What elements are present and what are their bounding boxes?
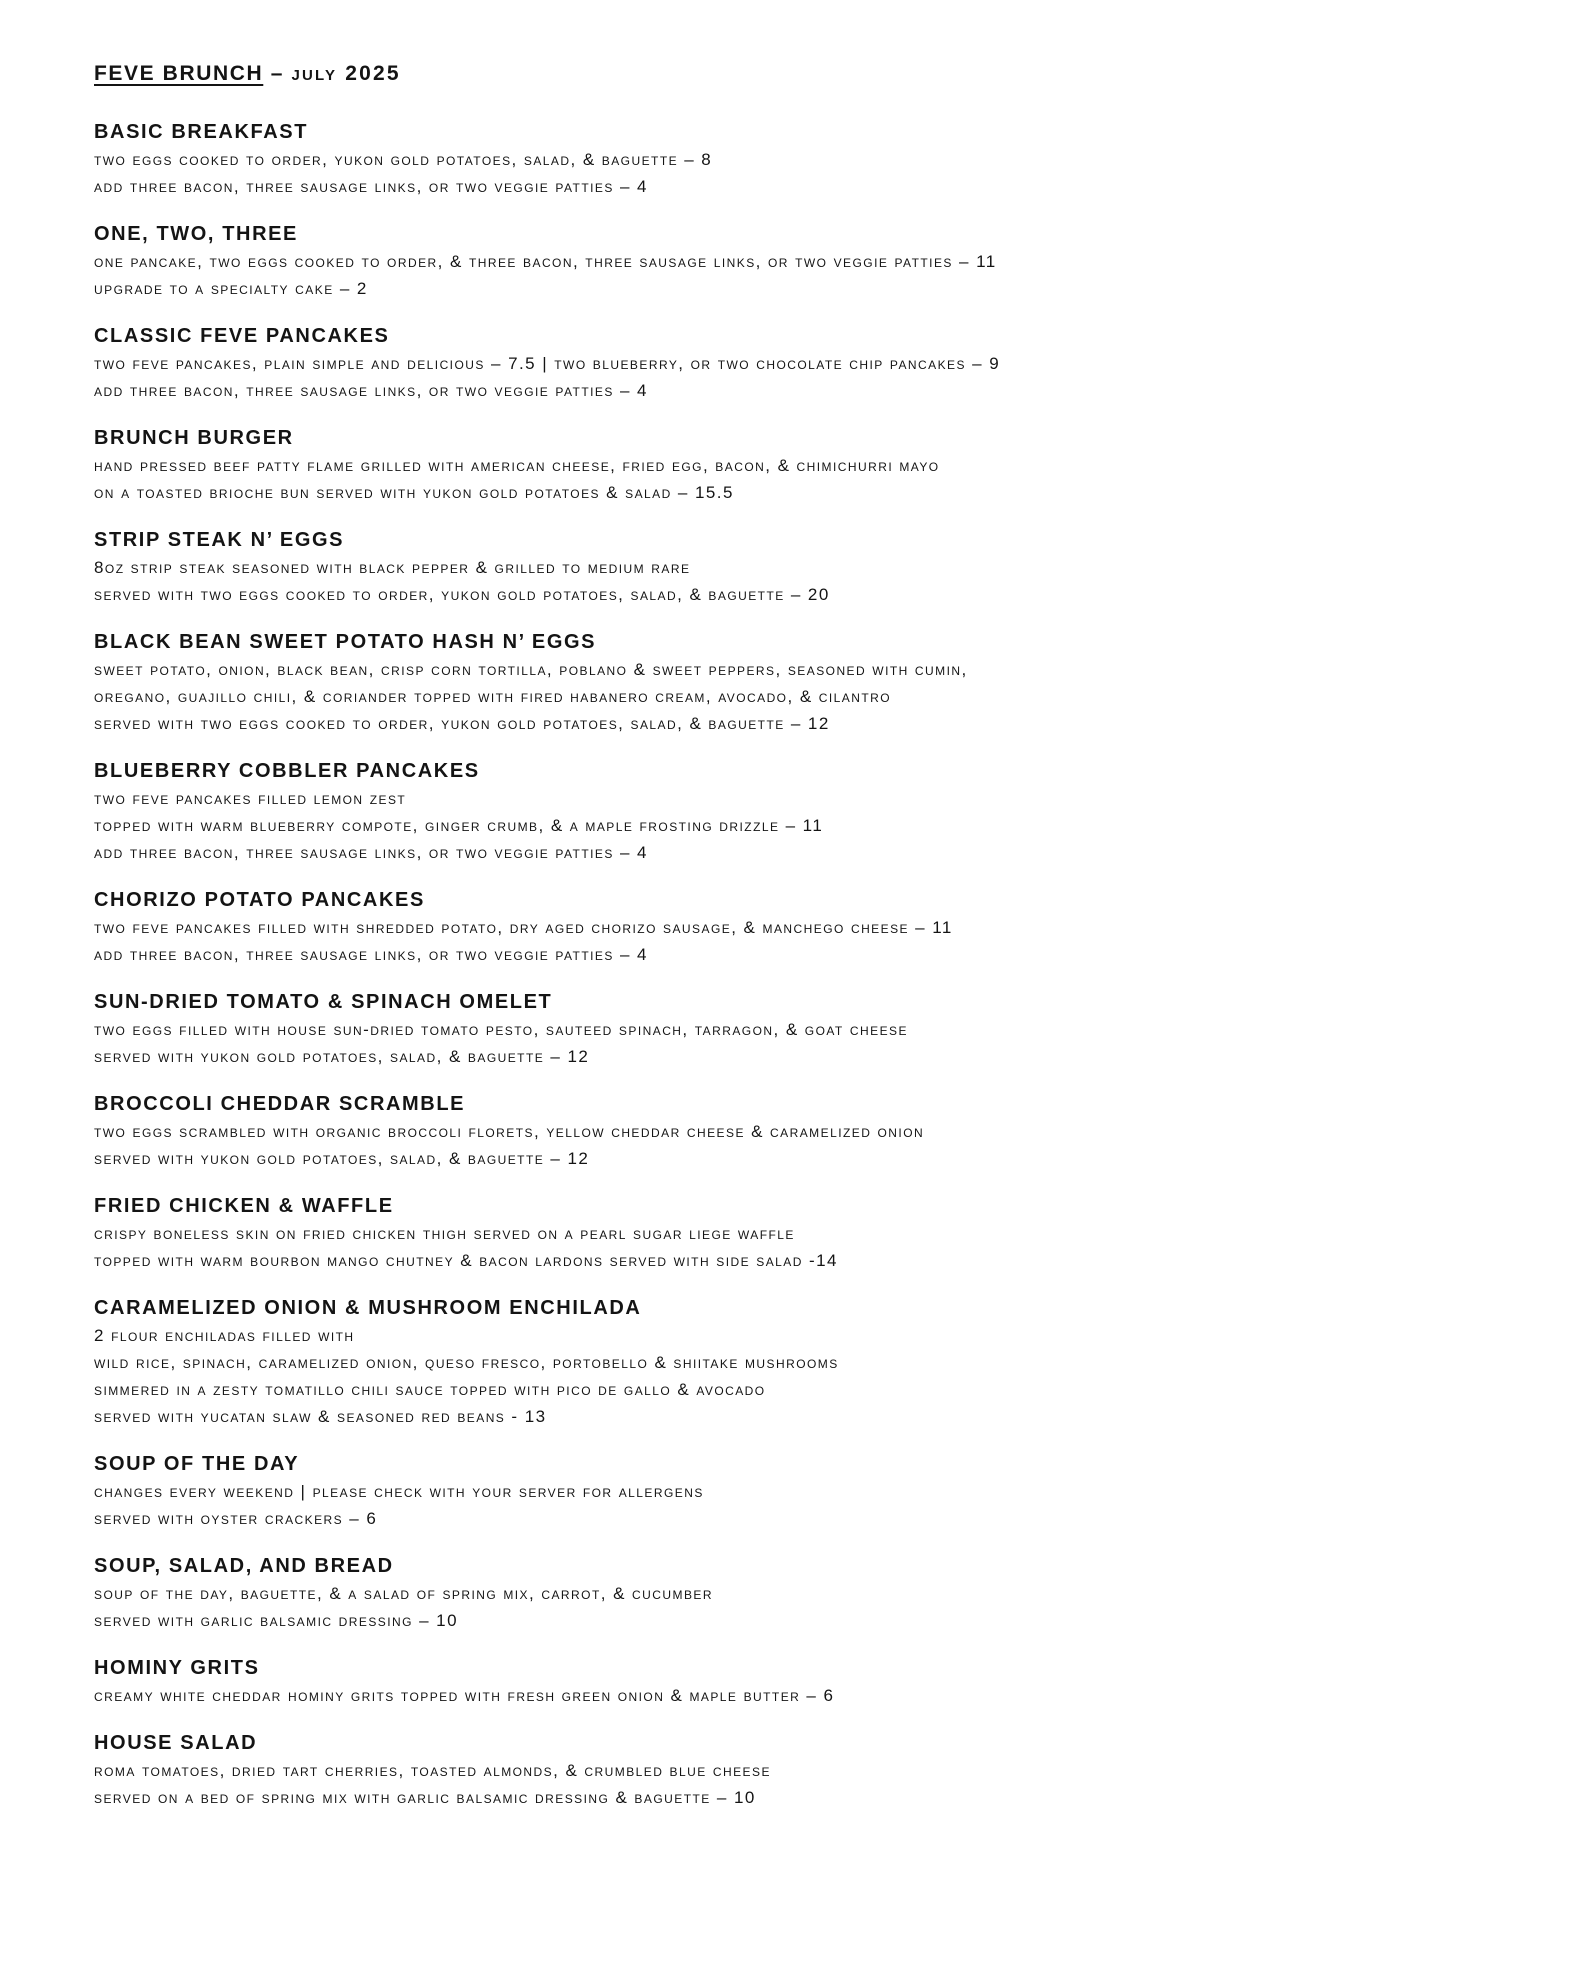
menu-item-description: roma tomatoes, dried tart cherries, toasted almonds, & crumbled blue cheese: [94, 1761, 771, 1780]
menu-item: [94, 118, 1554, 200]
menu-item-title: BLACK BEAN SWEET POTATO HASH N’ EGGS: [94, 631, 597, 653]
menu-item-title: CARAMELIZED ONION & MUSHROOM ENCHILADA: [94, 1297, 642, 1319]
menu-item-description: simmered in a zesty tomatillo chili sauce topped with pico de gallo & avocado: [94, 1380, 766, 1399]
menu-item: [94, 220, 1554, 302]
menu-item-title: BRUNCH BURGER: [94, 427, 294, 449]
menu-item: [94, 757, 1554, 866]
menu-item-description: served with oyster crackers – 6: [94, 1509, 378, 1528]
menu-item-description: two feve pancakes filled with shredded potato, dry aged chorizo sausage, & manchego cheese – 11: [94, 918, 953, 937]
menu-item-description: served with two eggs cooked to order, yukon gold potatoes, salad, & baguette – 12: [94, 714, 830, 733]
menu-items: [94, 118, 1554, 1811]
menu-date: july 2025: [291, 62, 401, 85]
menu-item-description: on a toasted brioche bun served with yukon gold potatoes & salad – 15.5: [94, 483, 734, 502]
menu-item-description: soup of the day, baguette, & a salad of spring mix, carrot, & cucumber: [94, 1584, 713, 1603]
menu-item-description: served with two eggs cooked to order, yukon gold potatoes, salad, & baguette – 20: [94, 585, 830, 604]
menu-item-title: ONE, TWO, THREE: [94, 223, 298, 245]
menu-item-description: upgrade to a specialty cake – 2: [94, 279, 368, 298]
menu-item-title: CLASSIC FEVE PANCAKES: [94, 325, 390, 347]
menu-item-description: add three bacon, three sausage links, or two veggie patties – 4: [94, 381, 648, 400]
menu-item-description: sweet potato, onion, black bean, crisp corn tortilla, poblano & sweet peppers, seasoned with cumin,: [94, 660, 968, 679]
menu-item: [94, 886, 1554, 968]
menu-item-title: STRIP STEAK N’ EGGS: [94, 529, 345, 551]
menu-item-title: SOUP OF THE DAY: [94, 1453, 300, 1475]
menu-item: [94, 628, 1554, 737]
menu-item-description: two eggs scrambled with organic broccoli florets, yellow cheddar cheese & caramelized onion: [94, 1122, 925, 1141]
menu-item-description: topped with warm blueberry compote, ginger crumb, & a maple frosting drizzle – 11: [94, 816, 824, 835]
menu-item-description: oregano, guajillo chili, & coriander topped with fired habanero cream, avocado, & cilantro: [94, 687, 892, 706]
menu-item: [94, 1450, 1554, 1532]
menu-item-title: BASIC BREAKFAST: [94, 121, 309, 143]
menu-item-description: wild rice, spinach, caramelized onion, queso fresco, portobello & shiitake mushrooms: [94, 1353, 839, 1372]
menu-item-description: served with garlic balsamic dressing – 10: [94, 1611, 458, 1630]
menu-item: [94, 1090, 1554, 1172]
menu-item: [94, 1294, 1554, 1430]
menu-item-title: HOMINY GRITS: [94, 1657, 260, 1679]
menu-item-description: two eggs filled with house sun-dried tomato pesto, sauteed spinach, tarragon, & goat cheese: [94, 1020, 908, 1039]
menu-item-description: changes every weekend | please check with your server for allergens: [94, 1482, 704, 1501]
menu-item: [94, 1654, 1554, 1709]
menu-title: FEVE BRUNCH: [94, 62, 264, 85]
menu-item-description: 2 flour enchiladas filled with: [94, 1326, 355, 1345]
menu-item: [94, 988, 1554, 1070]
menu-item: [94, 1729, 1554, 1811]
menu-item: [94, 1552, 1554, 1634]
menu-item-description: add three bacon, three sausage links, or two veggie patties – 4: [94, 843, 648, 862]
menu-item: [94, 424, 1554, 506]
menu-item-description: two feve pancakes filled lemon zest: [94, 789, 407, 808]
menu-header: [94, 60, 1554, 88]
menu-item-description: topped with warm bourbon mango chutney & bacon lardons served with side salad -14: [94, 1251, 838, 1270]
menu-item-title: CHORIZO POTATO PANCAKES: [94, 889, 425, 911]
menu-item: [94, 526, 1554, 608]
menu-item-title: HOUSE SALAD: [94, 1732, 258, 1754]
menu-item-description: served on a bed of spring mix with garlic balsamic dressing & baguette – 10: [94, 1788, 756, 1807]
header-separator: –: [263, 62, 292, 85]
menu-item-description: creamy white cheddar hominy grits topped with fresh green onion & maple butter – 6: [94, 1686, 835, 1705]
menu-item-description: one pancake, two eggs cooked to order, & three bacon, three sausage links, or two veggie patties – 11: [94, 252, 997, 271]
menu-item-description: served with yucatan slaw & seasoned red beans - 13: [94, 1407, 547, 1426]
menu-item-description: served with yukon gold potatoes, salad, & baguette – 12: [94, 1047, 590, 1066]
menu-item-title: SOUP, SALAD, AND BREAD: [94, 1555, 394, 1577]
menu-item-title: BLUEBERRY COBBLER PANCAKES: [94, 760, 480, 782]
menu-item-description: two feve pancakes, plain simple and delicious – 7.5 | two blueberry, or two chocolate chip pancakes – 9: [94, 354, 1001, 373]
menu-item: [94, 322, 1554, 404]
menu-item-title: FRIED CHICKEN & WAFFLE: [94, 1195, 394, 1217]
menu-item-description: add three bacon, three sausage links, or two veggie patties – 4: [94, 945, 648, 964]
menu-item-description: two eggs cooked to order, yukon gold potatoes, salad, & baguette – 8: [94, 150, 713, 169]
menu-item-description: 8oz strip steak seasoned with black pepper & grilled to medium rare: [94, 558, 691, 577]
menu-item: [94, 1192, 1554, 1274]
menu-page: [94, 60, 1554, 1831]
menu-item-description: hand pressed beef patty flame grilled with american cheese, fried egg, bacon, & chimichurri mayo: [94, 456, 940, 475]
menu-item-title: SUN-DRIED TOMATO & SPINACH OMELET: [94, 991, 553, 1013]
menu-item-description: add three bacon, three sausage links, or two veggie patties – 4: [94, 177, 648, 196]
menu-item-description: served with yukon gold potatoes, salad, & baguette – 12: [94, 1149, 590, 1168]
menu-item-title: BROCCOLI CHEDDAR SCRAMBLE: [94, 1093, 466, 1115]
menu-item-description: crispy boneless skin on fried chicken thigh served on a pearl sugar liege waffle: [94, 1224, 795, 1243]
